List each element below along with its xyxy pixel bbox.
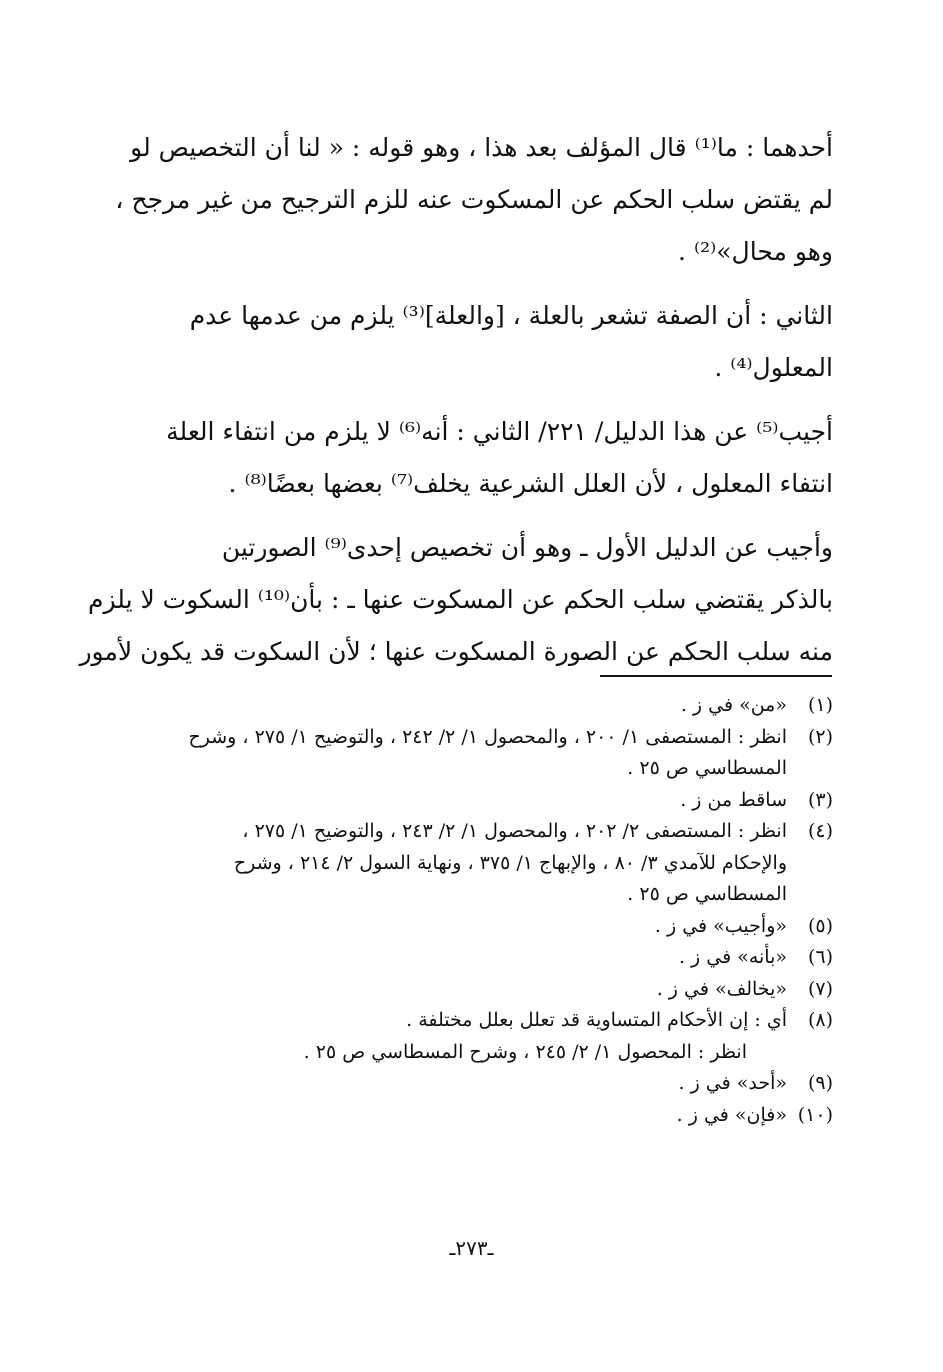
footnote-4 [108,816,833,911]
footnote-text: «يخالف» في ز . [656,977,787,1000]
footnote-text: «وأجيب» في ز . [654,914,787,937]
footnote-text: «من» في ز . [680,694,787,716]
footnote-8-continuation [108,1037,833,1069]
footnote-text: المسطاسي ص ٢٥ . [627,883,787,905]
footnote-number: (١٠) [797,1103,833,1126]
text-line: أجيب⁽⁵⁾ عن هذا الدليل/ ٢٢١/ الثاني : أنه⁽⁶⁾ لا يلزم من انتفاء العلة [166,417,833,446]
footnote-3 [108,785,833,817]
text-line: الثاني : أن الصفة تشعر بالعلة ، [والعلة]⁽³⁾ يلزم من عدمها عدم [189,301,833,330]
footnote-text: انظر : المستصفى ٢/ ٢٠٢ ، والمحصول ١/ ٢/ ٢٤٣ ، والتوضيح ١/ ٢٧٥ ، [242,820,787,842]
footnote-number: (٦) [807,946,833,968]
paragraph-2 [109,290,833,394]
footnote-number: (٩) [807,1072,833,1094]
footnote-number [787,1037,833,1069]
footnote-number: (٣) [807,788,833,811]
footnote-5 [108,911,833,943]
footnote-number: (٥) [807,914,833,937]
footnote-text: انظر : المحصول ١/ ٢/ ٢٤٥ ، وشرح المسطاسي ص ٢٥ . [303,1040,747,1063]
footnote-10 [108,1100,833,1132]
footnote-number: (١) [807,694,833,716]
text-line: أحدهما : ما⁽¹⁾ قال المؤلف بعد هذا ، وهو قوله : « لنا أن التخصيص لو [130,133,833,162]
footnote-number: (٨) [807,1009,833,1031]
paragraph-3 [109,406,833,510]
text-line: المعلول⁽⁴⁾ . [714,353,833,382]
footnote-text: والإحكام للآمدي ٣/ ٨٠ ، والإبهاج ١/ ٣٧٥ ، ونهاية السول ٢/ ٢١٤ ، وشرح [233,851,787,874]
footnote-separator [600,675,832,677]
footnote-8 [108,1005,833,1037]
text-line: وأجيب عن الدليل الأول ـ وهو أن تخصيص إحدى⁽⁹⁾ الصورتين [221,533,833,562]
main-text [79,122,833,690]
text-line: وهو محال»⁽²⁾ . [678,237,833,266]
footnote-text: «أحد» في ز . [678,1072,787,1094]
paragraph-4 [79,522,833,678]
footnote-1 [108,690,833,722]
footnote-2 [108,722,833,785]
text-line: منه سلب الحكم عن الصورة المسكوت عنها ؛ لأن السكوت قد يكون لأمور [79,637,833,666]
footnote-6 [108,942,833,974]
text-line: انتفاء المعلول ، لأن العلل الشرعية يخلف⁽⁷⁾ بعضها بعضًا⁽⁸⁾ . [228,469,833,498]
page-number: ـ٢٧٣ـ [449,1236,494,1260]
footnote-text: انظر : المستصفى ١/ ٢٠٠ ، والمحصول ١/ ٢/ ٢٤٢ ، والتوضيح ١/ ٢٧٥ ، وشرح [188,725,787,748]
footnote-text: «بأنه» في ز . [678,946,787,968]
footnote-text: ساقط من ز . [680,788,787,811]
footnote-number: (٧) [807,977,833,1000]
footnote-9 [108,1068,833,1100]
text-line: لم يقتض سلب الحكم عن المسكوت عنه للزم الترجيح من غير مرجح ، [115,185,833,214]
footnote-text: أي : إن الأحكام المتساوية قد تعلل بعلل مختلفة . [406,1009,787,1031]
text-line: بالذكر يقتضي سلب الحكم عن المسكوت عنها ـ : بأن⁽¹⁰⁾ السكوت لا يلزم [88,585,833,614]
footnote-number: (٢) [807,725,833,748]
paragraph-1 [109,122,833,278]
footnote-number: (٤) [807,820,833,842]
footnotes [108,690,833,1131]
footnote-text: المسطاسي ص ٢٥ . [627,757,787,779]
footnote-7 [108,974,833,1006]
footnote-text: «فإن» في ز . [676,1103,787,1126]
